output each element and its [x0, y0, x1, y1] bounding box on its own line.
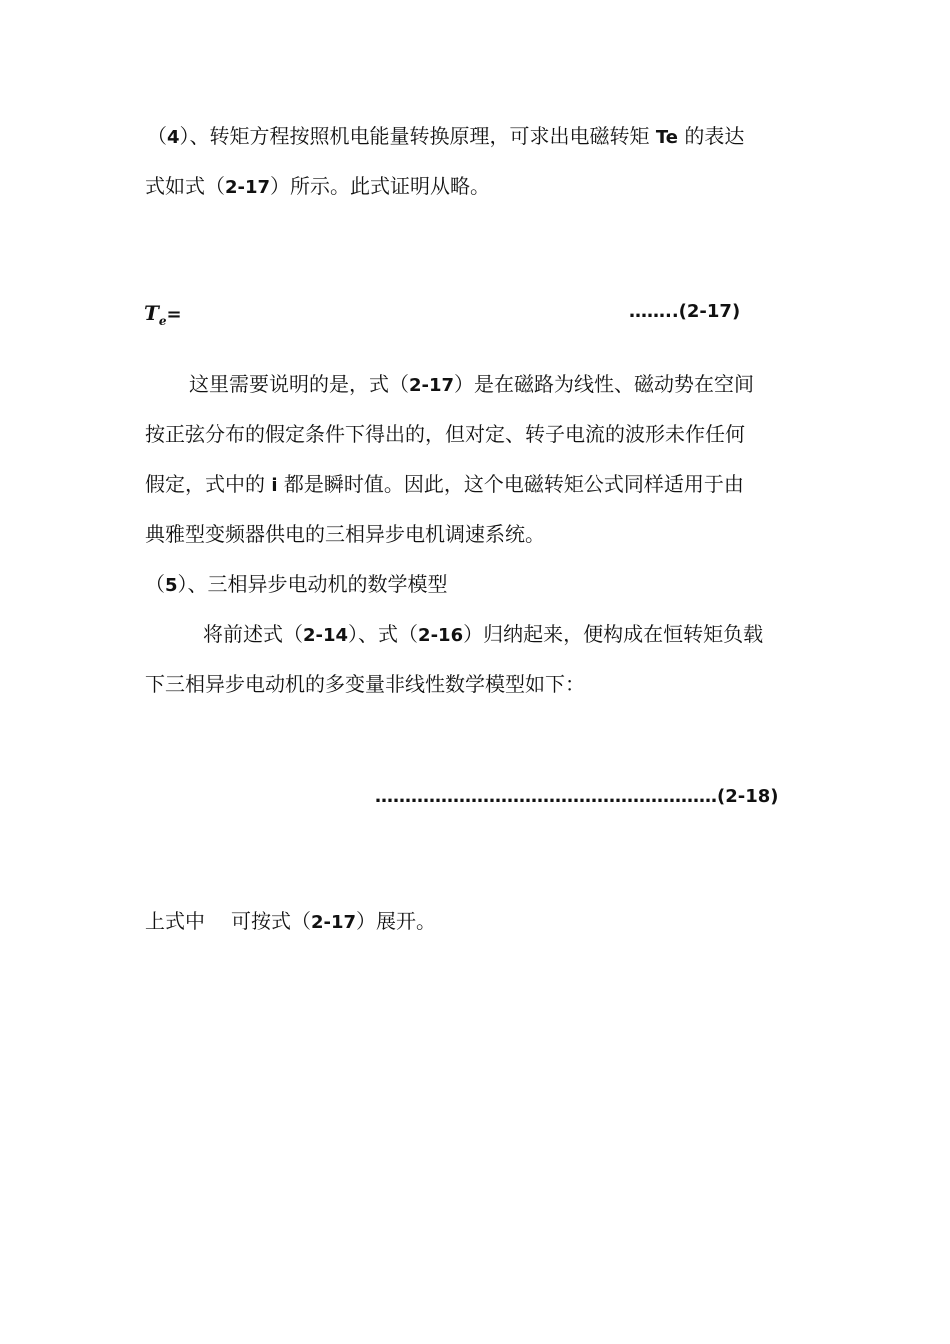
explain-line-3: 假定，式中的 i 都是瞬时值。因此，这个电磁转矩公式同样适用于由	[145, 472, 744, 496]
summary-line-2: 下三相异步电动机的多变量非线性数学模型如下：	[145, 672, 585, 696]
explain-line-2: 按正弦分布的假定条件下得出的，但对定、转子电流的波形未作任何	[145, 422, 745, 446]
torque-symbol: T	[144, 301, 159, 325]
summary-line-1: 将前述式（2-14）、式（2-16）归纳起来，便构成在恒转矩负载	[203, 622, 764, 646]
section-5-heading: （5）、三相异步电动机的数学模型	[145, 572, 448, 596]
section-4-line-1: （4）、转矩方程按照机电能量转换原理，可求出电磁转矩 Te 的表达	[147, 124, 745, 148]
explain-line-4: 典雅型变频器供电的三相异步电机调速系统。	[145, 522, 545, 546]
equation-2-18-number: …………………………………………………(2-18)	[375, 786, 779, 807]
section-4-line-2: 式如式（2-17）所示。此式证明从略。	[145, 174, 491, 198]
equation-2-17-lhs: $T_e=$	[144, 301, 182, 328]
equation-2-17-number: ……..(2-17)	[629, 301, 741, 322]
explain-line-1: 这里需要说明的是，式（2-17）是在磁路为线性、磁动势在空间	[189, 372, 755, 396]
footer-line: 上式中 可按式（2-17）展开。	[145, 909, 437, 933]
